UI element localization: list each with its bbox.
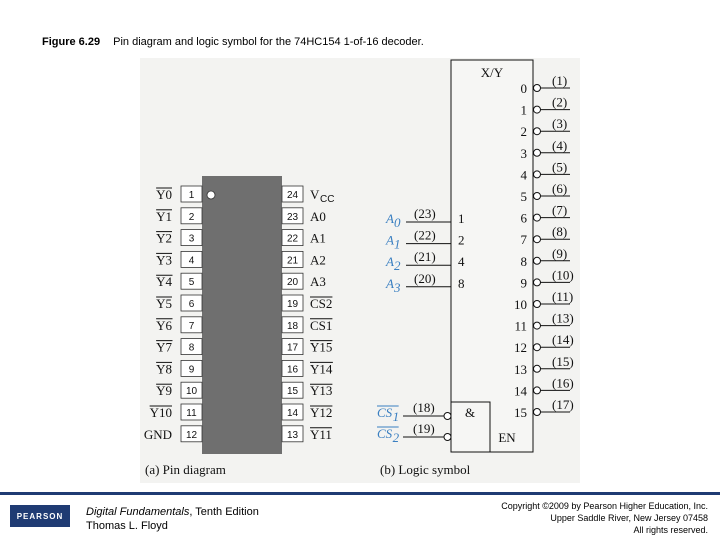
- output-pin-number: (3): [552, 116, 568, 132]
- copyright-line: All rights reserved.: [633, 525, 708, 535]
- copyright-line: Copyright ©2009 by Pearson Higher Education, Inc.: [501, 501, 708, 511]
- pin-number: 11: [186, 408, 197, 419]
- input-subscript: 1: [394, 236, 401, 252]
- input-subscript: 0: [394, 215, 401, 230]
- pin-number: 17: [286, 342, 299, 354]
- output-index: 10: [514, 297, 527, 312]
- pin-number: 2: [188, 211, 195, 223]
- pin-label: V: [310, 187, 320, 202]
- output-index: 13: [514, 361, 527, 377]
- input-name: A: [386, 254, 394, 270]
- inversion-bubble: [534, 257, 541, 264]
- inversion-bubble: [534, 106, 541, 113]
- pin-number: 4: [188, 255, 195, 267]
- output-pin-number: (16): [552, 375, 574, 391]
- pin-number: 15: [286, 386, 299, 398]
- input-name: A: [386, 232, 394, 248]
- pin-number: 10: [185, 386, 198, 398]
- pin-label: Y9: [156, 383, 172, 399]
- input-weight: 4: [458, 254, 465, 270]
- output-pin-number: (4): [552, 137, 568, 153]
- output-index: 7: [520, 232, 527, 248]
- pin-number: 13: [286, 429, 299, 441]
- output-pin-number: (13): [552, 310, 574, 326]
- enable-name: CS: [377, 405, 393, 420]
- output-pin-number: (2): [552, 94, 568, 110]
- output-pin-number: (5): [552, 159, 568, 175]
- pin-label: Y5: [156, 296, 172, 311]
- output-pin-number: (15): [552, 353, 574, 369]
- enable-name: CS: [377, 426, 393, 441]
- pearson-logo: PEARSON: [10, 505, 70, 527]
- output-pin-number: (11): [552, 289, 574, 304]
- pin-label: Y12: [310, 405, 333, 420]
- pin-number: 14: [286, 408, 299, 419]
- pin-number: 8: [188, 342, 195, 354]
- output-pin-number: (8): [552, 224, 568, 240]
- input-pin-number: (22): [414, 227, 436, 243]
- ic-body: [202, 176, 282, 454]
- pin-label: Y11: [310, 426, 332, 442]
- input-name: A: [386, 211, 394, 226]
- pin-label: Y7: [156, 339, 172, 355]
- pin-label: Y2: [156, 230, 172, 246]
- output-index: 8: [520, 253, 527, 269]
- pin-label: Y13: [310, 383, 333, 399]
- inversion-bubble: [534, 236, 541, 243]
- pin-number: 16: [286, 364, 299, 376]
- output-pin-number: (10): [552, 267, 574, 283]
- pin-label: Y8: [156, 361, 172, 377]
- input-weight: 1: [458, 211, 465, 226]
- enable-pin-number: (19): [413, 421, 435, 436]
- pin-number: 20: [286, 277, 299, 289]
- output-index: 5: [520, 189, 527, 204]
- inversion-bubble: [534, 171, 541, 178]
- footer-rule: [0, 492, 720, 495]
- enable-pin-number: (18): [413, 400, 435, 415]
- pin-number: 18: [286, 320, 299, 332]
- pin-label: A3: [310, 274, 326, 290]
- enable-subscript: 1: [392, 409, 400, 424]
- output-index: 3: [520, 145, 527, 161]
- input-weight: 2: [458, 232, 465, 248]
- output-index: 11: [514, 318, 527, 334]
- pin-diagram: [144, 176, 335, 477]
- pin-label: Y0: [156, 187, 172, 202]
- pin-label: Y15: [310, 339, 333, 355]
- pin-label: Y1: [156, 208, 172, 224]
- copyright-line: Upper Saddle River, New Jersey 07458: [550, 513, 708, 523]
- output-pin-number: (6): [552, 181, 568, 196]
- pin-number: 23: [286, 211, 299, 223]
- pin-label: Y6: [156, 317, 172, 333]
- function-label: X/Y: [480, 65, 504, 80]
- inversion-bubble: [444, 413, 451, 420]
- inversion-bubble: [534, 279, 541, 286]
- input-weight: 8: [458, 275, 465, 291]
- output-pin-number: (1): [552, 73, 568, 88]
- pin-label: Y14: [310, 361, 333, 377]
- pin-label: GND: [143, 426, 172, 442]
- output-pin-number: (9): [552, 245, 568, 261]
- pin-label: A0: [310, 208, 326, 224]
- pin-number: 3: [188, 233, 195, 245]
- pin-label: Y10: [149, 405, 172, 420]
- pin-number: 21: [286, 255, 299, 267]
- figure-caption-text: Pin diagram and logic symbol for the 74HC154 1-of-16 decoder.: [113, 36, 424, 48]
- inversion-bubble: [534, 409, 541, 416]
- output-pin-number: (7): [552, 202, 568, 218]
- inversion-bubble: [534, 344, 541, 351]
- pin-label-subscript: CC: [320, 194, 335, 205]
- pin-number: 19: [286, 299, 299, 310]
- book-author: Thomas L. Floyd: [86, 520, 168, 532]
- copyright: [501, 500, 708, 536]
- inversion-bubble: [534, 322, 541, 329]
- enable-subscript: 2: [392, 430, 400, 445]
- and-label: &: [464, 405, 476, 420]
- enable-label: EN: [498, 430, 516, 445]
- inversion-bubble: [534, 214, 541, 221]
- pin-number: 12: [185, 429, 198, 441]
- book-title: Digital Fundamentals: [86, 506, 190, 518]
- output-index: 6: [520, 210, 527, 226]
- pin-number: 9: [188, 364, 195, 376]
- inversion-bubble: [444, 434, 451, 441]
- output-index: 4: [520, 167, 527, 183]
- input-subscript: 2: [394, 258, 401, 274]
- pin-label: CS1: [310, 317, 333, 333]
- input-pin-number: (20): [414, 270, 436, 286]
- inversion-bubble: [534, 149, 541, 156]
- output-index: 14: [514, 383, 527, 399]
- book-info: [86, 505, 259, 533]
- output-index: 1: [520, 102, 527, 118]
- pin-number: 1: [188, 190, 195, 201]
- pin-label: CS2: [310, 296, 333, 311]
- pin-number: 7: [188, 320, 195, 332]
- output-pin-number: (17): [552, 397, 574, 412]
- inversion-bubble: [534, 301, 541, 308]
- inversion-bubble: [534, 387, 541, 394]
- inversion-bubble: [534, 365, 541, 372]
- pin-label: A1: [310, 230, 326, 246]
- logic-symbol: [377, 60, 574, 477]
- pin-number: 24: [286, 190, 299, 201]
- output-pin-number: (14): [552, 332, 574, 348]
- pin-number: 6: [188, 299, 195, 310]
- input-name: A: [386, 275, 394, 291]
- inversion-bubble: [534, 85, 541, 92]
- inversion-bubble: [534, 193, 541, 200]
- pin-number: 22: [286, 233, 299, 245]
- output-index: 15: [514, 405, 527, 420]
- output-index: 9: [520, 275, 527, 291]
- input-pin-number: (21): [414, 249, 436, 265]
- pin-label: A2: [310, 252, 326, 268]
- logic-symbol-sublabel: (b) Logic symbol: [380, 462, 471, 477]
- pin-label: Y3: [156, 252, 172, 268]
- pin-number: 5: [188, 277, 195, 289]
- pin1-dot: [207, 191, 215, 199]
- book-edition: , Tenth Edition: [189, 506, 259, 518]
- pin-diagram-sublabel: (a) Pin diagram: [145, 462, 226, 477]
- pin-label: Y4: [156, 274, 172, 290]
- input-subscript: 3: [394, 279, 401, 295]
- inversion-bubble: [534, 128, 541, 135]
- input-pin-number: (23): [414, 206, 436, 221]
- output-index: 0: [520, 81, 527, 96]
- figure-number: Figure 6.29: [42, 36, 101, 48]
- output-index: 2: [520, 124, 527, 140]
- output-index: 12: [514, 340, 527, 356]
